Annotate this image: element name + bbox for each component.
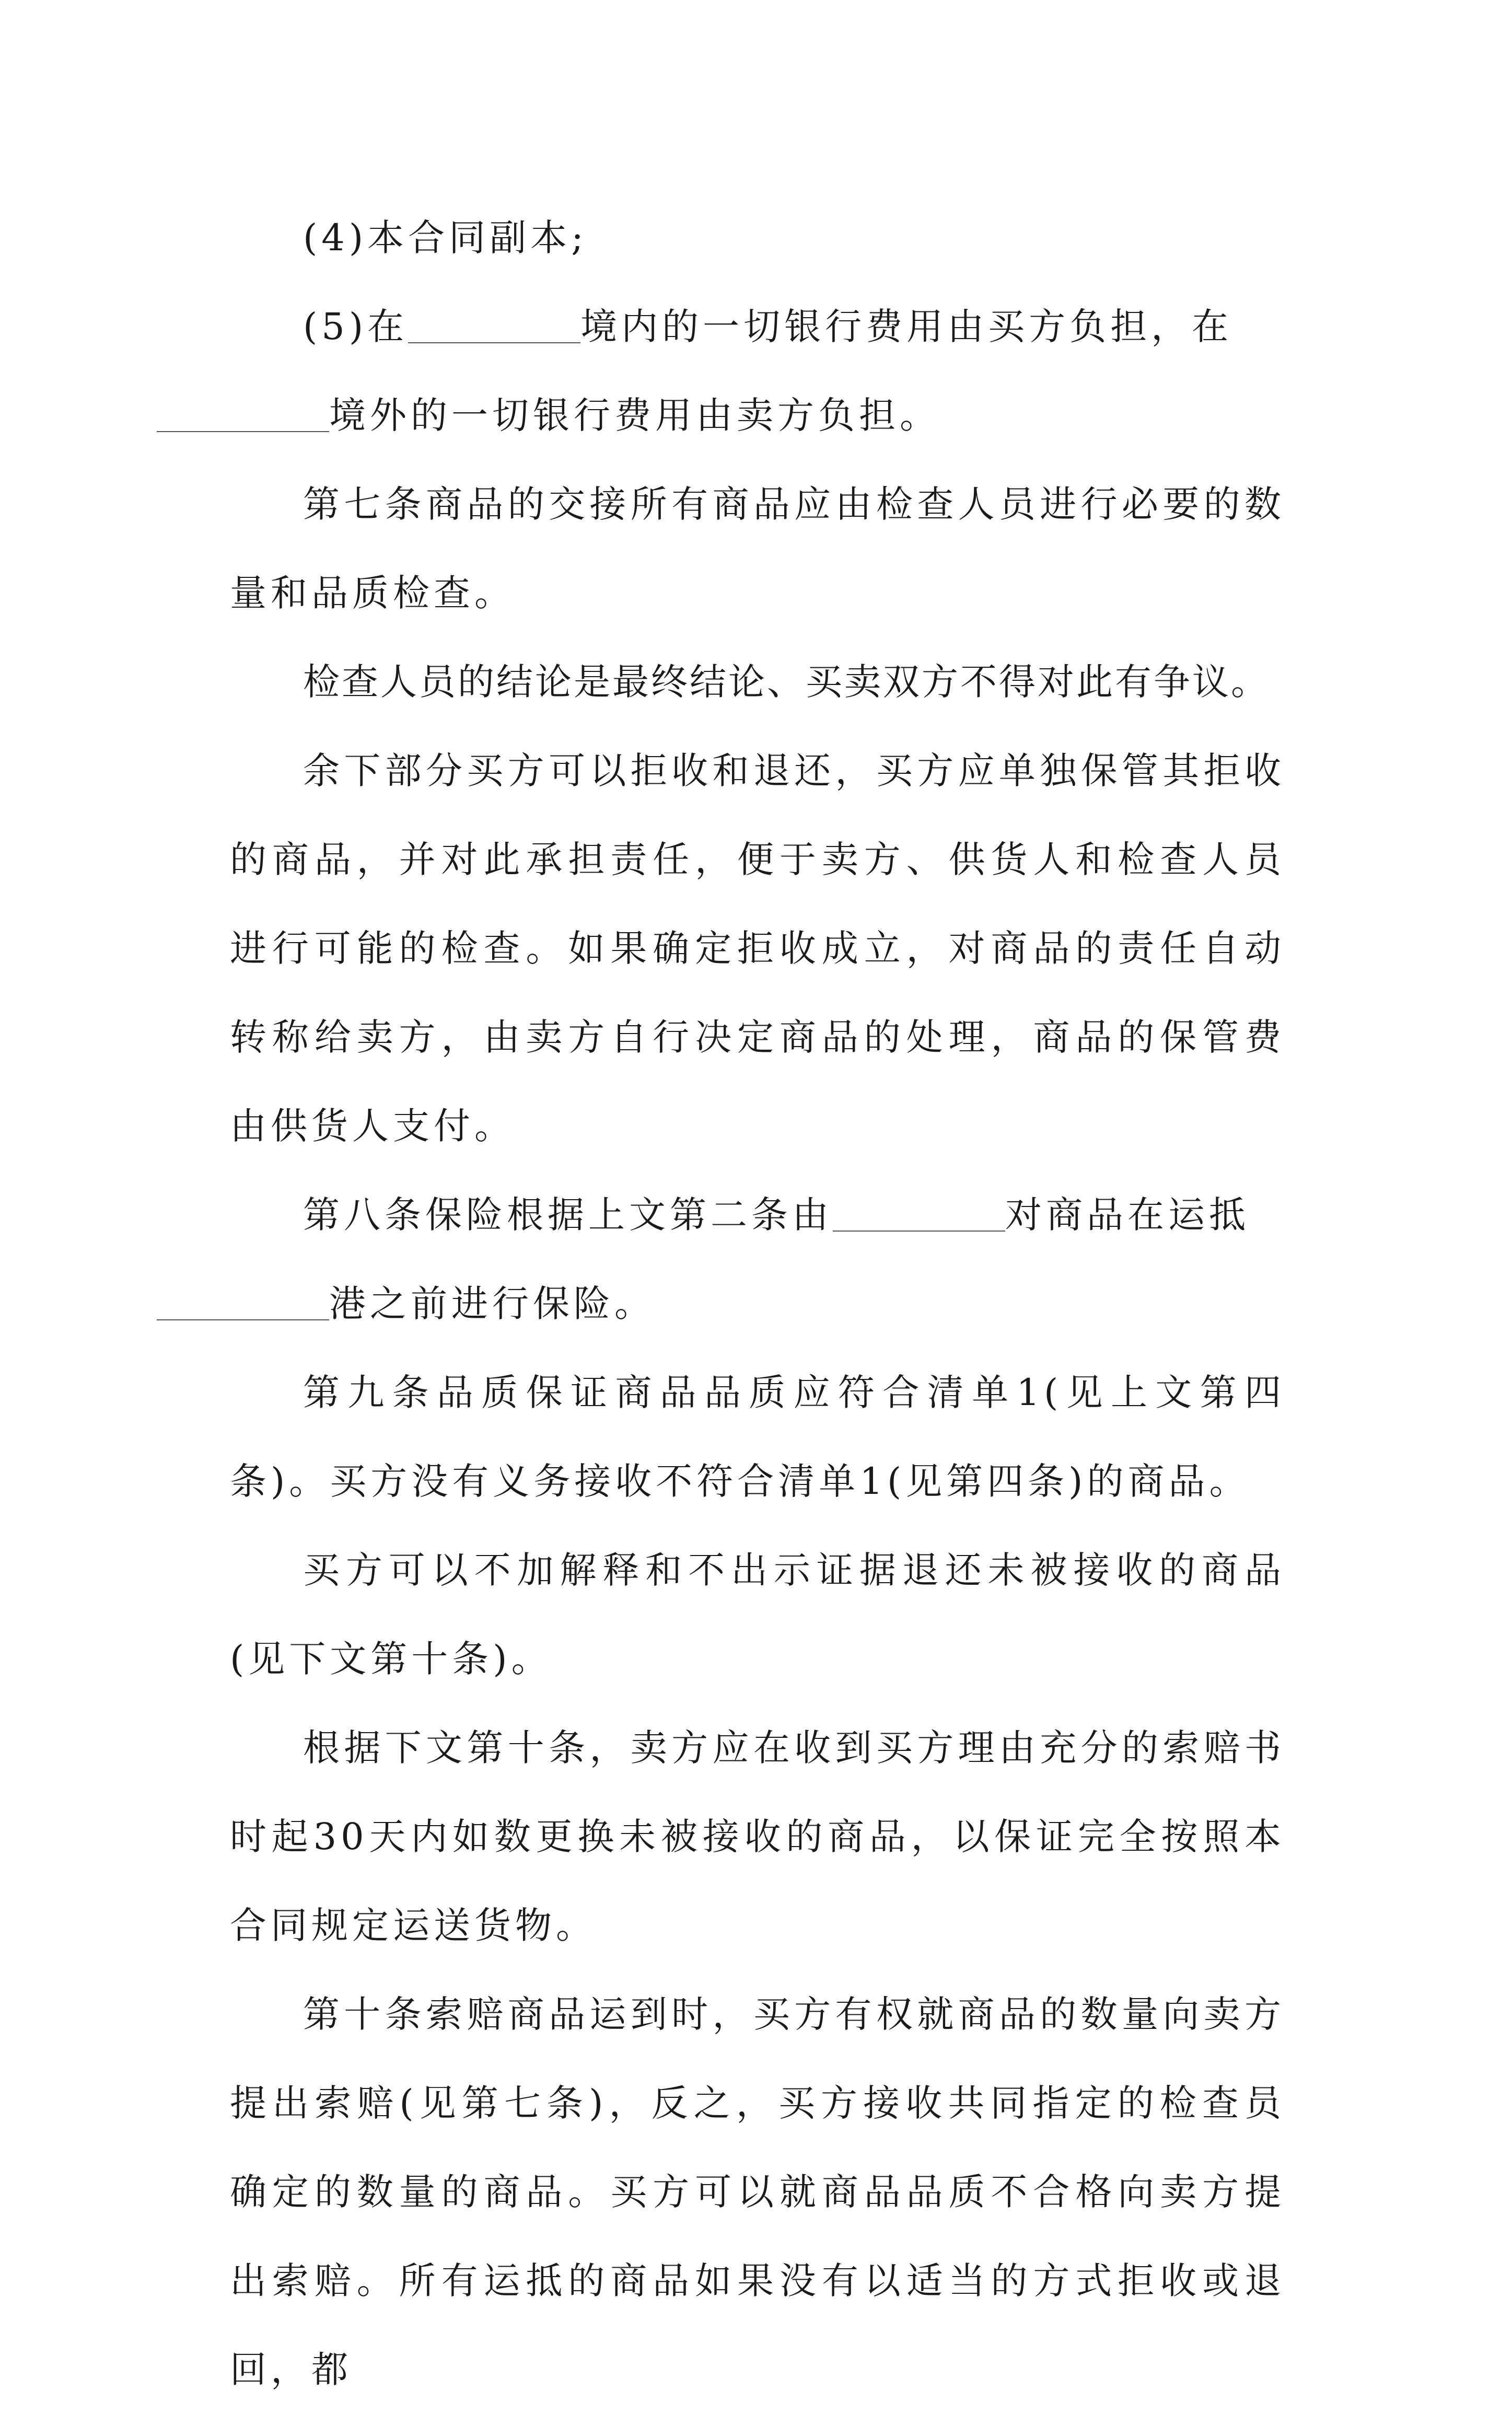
article-9-paragraph-1 bbox=[230, 1348, 1285, 1526]
article-7-text-3: 余下部分买方可以拒收和退还，买方应单独保管其拒收的商品，并对此承担责任，便于卖方、供货人和检查人员进行可能的检查。如果确定拒收成立，对商品的责任自动转称给卖方，由卖方自行决定商品的处理，商品的保管费由供货人支付。 bbox=[230, 749, 1285, 1147]
article-7-text-2: 检查人员的结论是最终结论、买卖双方不得对此有争议。 bbox=[303, 660, 1270, 703]
article-9-paragraph-2 bbox=[230, 1526, 1285, 1703]
item-5 bbox=[230, 282, 1285, 460]
item-5-text-c: 境外的一切银行费用由卖方负担。 bbox=[329, 394, 940, 437]
blank-line bbox=[833, 1194, 1005, 1232]
blank-line bbox=[408, 306, 580, 343]
item-5-text-a: (5)在 bbox=[303, 305, 409, 348]
article-10-text-1: 第十条索赔商品运到时，买方有权就商品的数量向卖方提出索赔(见第七条)，反之，买方接收共同指定的检查员确定的数量的商品。买方可以就商品品质不合格向卖方提出索赔。所有运抵的商品如果没有以适当的方式拒收或退回，都 bbox=[230, 1993, 1285, 2391]
article-9-text-3: 根据下文第十条，卖方应在收到买方理由充分的索赔书时起30天内如数更换未被接收的商品，以保证完全按照本合同规定运送货物。 bbox=[230, 1726, 1285, 1947]
article-9-text-1: 第九条品质保证商品品质应符合清单1(见上文第四条)。买方没有义务接收不符合清单1(见第四条)的商品。 bbox=[230, 1371, 1285, 1503]
item-4-text: (4)本合同副本; bbox=[303, 216, 588, 259]
article-8-text-a: 第八条保险根据上文第二条由 bbox=[303, 1193, 833, 1236]
article-7-paragraph-2 bbox=[230, 637, 1285, 726]
article-7-text-1: 第七条商品的交接所有商品应由检查人员进行必要的数量和品质检查。 bbox=[230, 483, 1285, 614]
blank-line bbox=[157, 1283, 329, 1320]
article-7-paragraph-1 bbox=[230, 460, 1285, 637]
item-5-text-b: 境内的一切银行费用由买方负担，在 bbox=[580, 305, 1233, 348]
article-10-paragraph-1 bbox=[230, 1970, 1285, 2414]
article-9-text-2: 买方可以不加解释和不出示证据退还未被接收的商品(见下文第十条)。 bbox=[230, 1549, 1285, 1680]
document-page bbox=[230, 193, 1285, 2414]
article-9-paragraph-3 bbox=[230, 1703, 1285, 1970]
article-7-paragraph-3 bbox=[230, 726, 1285, 1170]
article-8-text-b: 对商品在运抵 bbox=[1005, 1193, 1250, 1236]
item-4 bbox=[230, 193, 1285, 282]
blank-line bbox=[157, 394, 329, 432]
article-8-text-c: 港之前进行保险。 bbox=[329, 1282, 655, 1325]
article-8-paragraph bbox=[230, 1170, 1285, 1348]
